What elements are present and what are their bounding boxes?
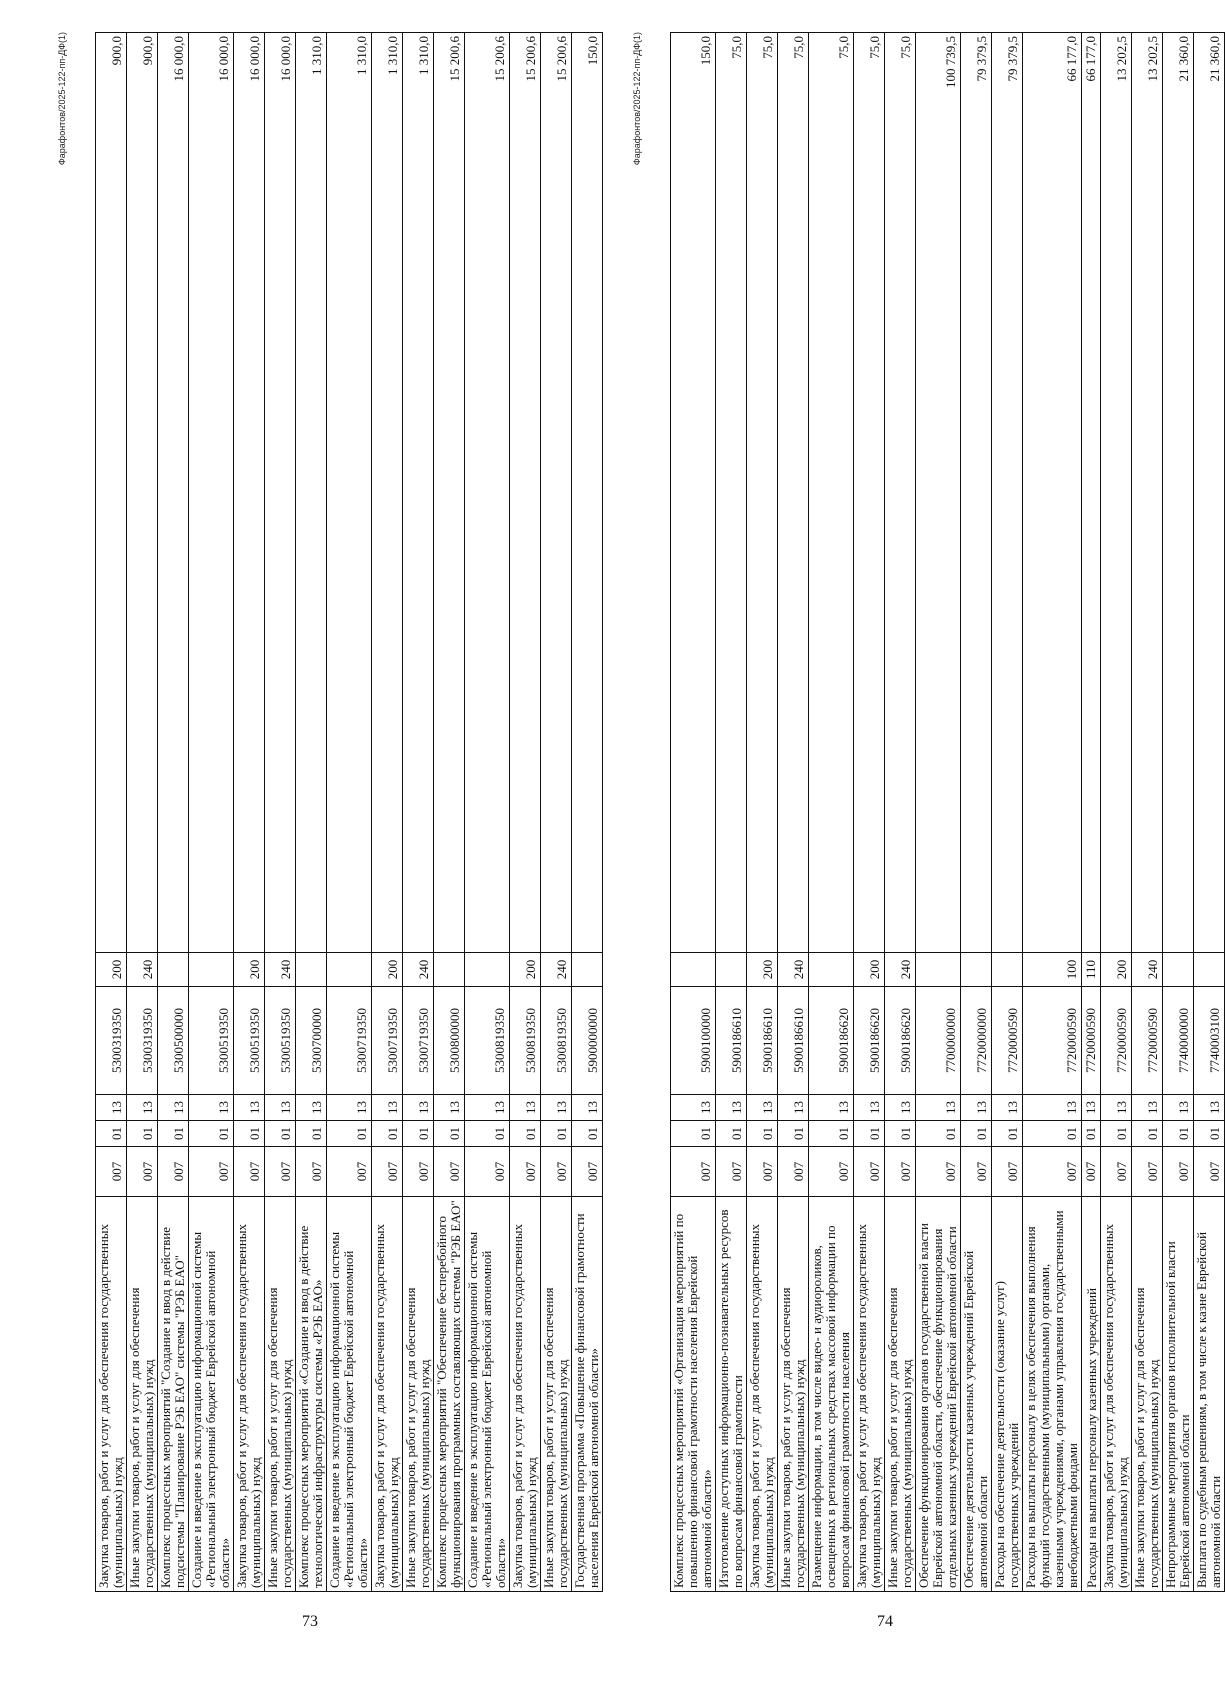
table-row <box>671 33 716 1592</box>
grbs-code: 007 <box>992 1147 1023 1197</box>
amount: 79 379,5 <box>961 33 992 953</box>
section-code: 01 <box>1132 1121 1163 1147</box>
table-row <box>778 33 809 1592</box>
subsection-code: 13 <box>992 1095 1023 1121</box>
section-code: 01 <box>572 1121 603 1147</box>
row-name: Иные закупки товаров, работ и услуг для обеспечения государственных (муниципальных) нужд <box>885 1197 916 1592</box>
row-name: Иные закупки товаров, работ и услуг для обеспечения государственных (муниципальных) нужд <box>127 1197 158 1592</box>
expense-type-code <box>189 953 234 987</box>
section-code: 01 <box>809 1121 854 1147</box>
amount: 1 310,0 <box>372 33 403 953</box>
target-article-code: 7700000000 <box>916 987 961 1095</box>
grbs-code: 007 <box>916 1147 961 1197</box>
grbs-code: 007 <box>1132 1147 1163 1197</box>
section-code: 01 <box>1082 1121 1101 1147</box>
subsection-code: 13 <box>296 1095 327 1121</box>
target-article-code: 7720000590 <box>1101 987 1132 1095</box>
section-code: 01 <box>327 1121 372 1147</box>
subsection-code: 13 <box>1132 1095 1163 1121</box>
grbs-code: 007 <box>1194 1147 1225 1197</box>
expense-type-code <box>671 953 716 987</box>
page-73 <box>57 12 601 1652</box>
table-row <box>372 33 403 1592</box>
grbs-code: 007 <box>96 1147 127 1197</box>
table-row <box>961 33 992 1592</box>
grbs-code: 007 <box>778 1147 809 1197</box>
amount: 16 000,0 <box>158 33 189 953</box>
row-name: Закупка товаров, работ и услуг для обеспечения государственных (муниципальных) нужд <box>1101 1197 1132 1592</box>
section-code: 01 <box>747 1121 778 1147</box>
section-code: 01 <box>296 1121 327 1147</box>
row-name: Закупка товаров, работ и услуг для обеспечения государственных (муниципальных) нужд <box>96 1197 127 1592</box>
subsection-code: 13 <box>809 1095 854 1121</box>
row-name: Изготовление доступных информационно-познавательных ресурсов по вопросам финансовой грамотности <box>716 1197 747 1592</box>
row-name: Иные закупки товаров, работ и услуг для обеспечения государственных (муниципальных) нужд <box>778 1197 809 1592</box>
subsection-code: 13 <box>747 1095 778 1121</box>
table-row <box>572 33 603 1592</box>
target-article-code: 5900186610 <box>747 987 778 1095</box>
expense-type-code: 100 <box>1023 953 1082 987</box>
section-code: 01 <box>961 1121 992 1147</box>
amount: 75,0 <box>854 33 885 953</box>
row-name: Создание и введение в эксплуатацию информационной системы «Региональный электронный бюджет Еврейской автономной области» <box>189 1197 234 1592</box>
subsection-code: 13 <box>1082 1095 1101 1121</box>
grbs-code: 007 <box>1082 1147 1101 1197</box>
subsection-code: 13 <box>1194 1095 1225 1121</box>
row-name: Выплата по судебным решениям, в том числе к казне Еврейской автономной области <box>1194 1197 1225 1592</box>
section-code: 01 <box>265 1121 296 1147</box>
row-name: Государственная программа «Повышение финансовой грамотности населения Еврейской автономной области» <box>572 1197 603 1592</box>
target-article-code: 5900186610 <box>716 987 747 1095</box>
table-row <box>510 33 541 1592</box>
grbs-code: 007 <box>265 1147 296 1197</box>
section-code: 01 <box>885 1121 916 1147</box>
target-article-code: 5300700000 <box>296 987 327 1095</box>
row-name: Комплекс процессных мероприятий "Создание и ввод в действие подсистемы "Планирование РЭБ ЕАО" системы "РЭБ ЕАО" <box>158 1197 189 1592</box>
target-article-code: 5300500000 <box>158 987 189 1095</box>
row-name: Иные закупки товаров, работ и услуг для обеспечения государственных (муниципальных) нужд <box>265 1197 296 1592</box>
amount: 150,0 <box>671 33 716 953</box>
grbs-code: 007 <box>510 1147 541 1197</box>
expense-type-code: 240 <box>1132 953 1163 987</box>
expense-type-code <box>961 953 992 987</box>
expense-type-code <box>1194 953 1225 987</box>
table-row <box>716 33 747 1592</box>
subsection-code: 13 <box>510 1095 541 1121</box>
subsection-code: 13 <box>961 1095 992 1121</box>
expense-type-code: 240 <box>885 953 916 987</box>
table-row <box>541 33 572 1592</box>
amount: 16 000,0 <box>234 33 265 953</box>
section-code: 01 <box>372 1121 403 1147</box>
row-name: Закупка товаров, работ и услуг для обеспечения государственных (муниципальных) нужд <box>234 1197 265 1592</box>
grbs-code: 007 <box>961 1147 992 1197</box>
target-article-code: 7740000000 <box>1163 987 1194 1095</box>
amount: 15 200,6 <box>510 33 541 953</box>
target-article-code: 7720000590 <box>1023 987 1082 1095</box>
table-row <box>747 33 778 1592</box>
row-name: Обеспечение функционирования органов государственной власти Еврейской автономной области, обеспечение функционирования отдельных казенных учреждений Еврейской автономной области <box>916 1197 961 1592</box>
table-row <box>434 33 465 1592</box>
target-article-code: 7720000590 <box>1132 987 1163 1095</box>
table-row <box>158 33 189 1592</box>
target-article-code: 7720000000 <box>961 987 992 1095</box>
table-row <box>1132 33 1163 1592</box>
target-article-code: 5300800000 <box>434 987 465 1095</box>
subsection-code: 13 <box>158 1095 189 1121</box>
table-row <box>327 33 372 1592</box>
amount: 15 200,6 <box>465 33 510 953</box>
row-name: Комплекс процессных мероприятий «Создание и ввод в действие технологической инфраструктуры системы «РЭБ ЕАО» <box>296 1197 327 1592</box>
amount: 75,0 <box>778 33 809 953</box>
grbs-code: 007 <box>189 1147 234 1197</box>
grbs-code: 007 <box>885 1147 916 1197</box>
amount: 13 202,5 <box>1101 33 1132 953</box>
target-article-code: 5900186620 <box>809 987 854 1095</box>
expense-type-code <box>916 953 961 987</box>
grbs-code: 007 <box>1101 1147 1132 1197</box>
amount: 16 000,0 <box>265 33 296 953</box>
section-code: 01 <box>234 1121 265 1147</box>
amount: 79 379,5 <box>992 33 1023 953</box>
amount: 75,0 <box>809 33 854 953</box>
page-footer: Фарафонтов/2025-122-пп-ДФ(1) <box>57 32 67 166</box>
target-article-code: 5900186620 <box>885 987 916 1095</box>
target-article-code: 5300819350 <box>541 987 572 1095</box>
expense-type-code <box>327 953 372 987</box>
expense-type-code: 200 <box>747 953 778 987</box>
section-code: 01 <box>189 1121 234 1147</box>
amount: 900,0 <box>96 33 127 953</box>
table-row <box>885 33 916 1592</box>
section-code: 01 <box>1023 1121 1082 1147</box>
row-name: Непрограммные мероприятия органов исполнительной власти Еврейской автономной области <box>1163 1197 1194 1592</box>
subsection-code: 13 <box>372 1095 403 1121</box>
row-name: Создание и введение в эксплуатацию информационной системы «Региональный электронный бюджет Еврейской автономной области» <box>327 1197 372 1592</box>
grbs-code: 007 <box>403 1147 434 1197</box>
expense-type-code: 240 <box>778 953 809 987</box>
row-name: Комплекс процессных мероприятий "Обеспечение бесперебойного функционирования программных составляющих системы "РЭБ ЕАО" <box>434 1197 465 1592</box>
section-code: 01 <box>465 1121 510 1147</box>
section-code: 01 <box>916 1121 961 1147</box>
table-row <box>1194 33 1225 1592</box>
section-code: 01 <box>541 1121 572 1147</box>
subsection-code: 13 <box>885 1095 916 1121</box>
target-article-code: 5300519350 <box>234 987 265 1095</box>
subsection-code: 13 <box>854 1095 885 1121</box>
row-name: Расходы на выплаты персоналу в целях обеспечения выполнения функций государственными (муниципальными) органами, казенными учреждениями, органами управления государственными внебюджетными фондами <box>1023 1197 1082 1592</box>
expense-type-code <box>1163 953 1194 987</box>
section-code: 01 <box>1163 1121 1194 1147</box>
amount: 66 177,0 <box>1023 33 1082 953</box>
row-name: Иные закупки товаров, работ и услуг для обеспечения государственных (муниципальных) нужд <box>403 1197 434 1592</box>
expense-type-code: 240 <box>403 953 434 987</box>
amount: 75,0 <box>885 33 916 953</box>
target-article-code: 5300719350 <box>327 987 372 1095</box>
expense-type-code <box>158 953 189 987</box>
section-code: 01 <box>778 1121 809 1147</box>
table-row <box>403 33 434 1592</box>
subsection-code: 13 <box>671 1095 716 1121</box>
expense-type-code: 200 <box>510 953 541 987</box>
amount: 16 000,0 <box>189 33 234 953</box>
section-code: 01 <box>854 1121 885 1147</box>
subsection-code: 13 <box>1163 1095 1194 1121</box>
expense-type-code: 200 <box>96 953 127 987</box>
table-row <box>1082 33 1101 1592</box>
amount: 15 200,6 <box>541 33 572 953</box>
target-article-code: 5900100000 <box>671 987 716 1095</box>
section-code: 01 <box>716 1121 747 1147</box>
amount: 21 360,0 <box>1163 33 1194 953</box>
amount: 75,0 <box>716 33 747 953</box>
amount: 1 310,0 <box>403 33 434 953</box>
grbs-code: 007 <box>854 1147 885 1197</box>
subsection-code: 13 <box>327 1095 372 1121</box>
row-name: Закупка товаров, работ и услуг для обеспечения государственных (муниципальных) нужд <box>372 1197 403 1592</box>
target-article-code: 5300819350 <box>465 987 510 1095</box>
table-row <box>189 33 234 1592</box>
subsection-code: 13 <box>127 1095 158 1121</box>
target-article-code: 5300719350 <box>372 987 403 1095</box>
section-code: 01 <box>1101 1121 1132 1147</box>
table-row <box>96 33 127 1592</box>
section-code: 01 <box>403 1121 434 1147</box>
expense-type-code: 200 <box>854 953 885 987</box>
grbs-code: 007 <box>372 1147 403 1197</box>
expense-type-code: 200 <box>234 953 265 987</box>
amount: 100 739,5 <box>916 33 961 953</box>
target-article-code: 5300719350 <box>403 987 434 1095</box>
section-code: 01 <box>434 1121 465 1147</box>
table-row <box>465 33 510 1592</box>
target-article-code: 5900186620 <box>854 987 885 1095</box>
subsection-code: 13 <box>716 1095 747 1121</box>
section-code: 01 <box>127 1121 158 1147</box>
row-name: Иные закупки товаров, работ и услуг для обеспечения государственных (муниципальных) нужд <box>1132 1197 1163 1592</box>
target-article-code: 5900000000 <box>572 987 603 1095</box>
table-row <box>1101 33 1132 1592</box>
grbs-code: 007 <box>434 1147 465 1197</box>
grbs-code: 007 <box>127 1147 158 1197</box>
amount: 1 310,0 <box>296 33 327 953</box>
row-name: Закупка товаров, работ и услуг для обеспечения государственных (муниципальных) нужд <box>854 1197 885 1592</box>
budget-table <box>670 32 1225 1592</box>
table-row <box>127 33 158 1592</box>
target-article-code: 5300519350 <box>265 987 296 1095</box>
table-row <box>992 33 1023 1592</box>
subsection-code: 13 <box>778 1095 809 1121</box>
table-row <box>1163 33 1194 1592</box>
subsection-code: 13 <box>916 1095 961 1121</box>
section-code: 01 <box>1194 1121 1225 1147</box>
grbs-code: 007 <box>671 1147 716 1197</box>
grbs-code: 007 <box>1023 1147 1082 1197</box>
page-footer: Фарафонтов/2025-122-пп-ДФ(1) <box>632 32 642 166</box>
expense-type-code <box>992 953 1023 987</box>
expense-type-code <box>716 953 747 987</box>
target-article-code: 5900186610 <box>778 987 809 1095</box>
table-row <box>265 33 296 1592</box>
target-article-code: 5300319350 <box>127 987 158 1095</box>
subsection-code: 13 <box>234 1095 265 1121</box>
section-code: 01 <box>992 1121 1023 1147</box>
expense-type-code <box>465 953 510 987</box>
row-name: Создание и введение в эксплуатацию информационной системы «Региональный электронный бюджет Еврейской автономной области» <box>465 1197 510 1592</box>
table-row <box>296 33 327 1592</box>
row-name: Расходы на обеспечение деятельности (оказание услуг) государственных учреждений <box>992 1197 1023 1592</box>
amount: 15 200,6 <box>434 33 465 953</box>
section-code: 01 <box>158 1121 189 1147</box>
row-name: Обеспечение деятельности казенных учреждений Еврейской автономной области <box>961 1197 992 1592</box>
table-row <box>809 33 854 1592</box>
amount: 21 360,0 <box>1194 33 1225 953</box>
row-name: Расходы на выплаты персоналу казенных учреждений <box>1082 1197 1101 1592</box>
expense-type-code <box>809 953 854 987</box>
target-article-code: 7740003100 <box>1194 987 1225 1095</box>
target-article-code: 5300519350 <box>189 987 234 1095</box>
page-74 <box>632 12 1223 1652</box>
row-name: Закупка товаров, работ и услуг для обеспечения государственных (муниципальных) нужд <box>747 1197 778 1592</box>
amount: 150,0 <box>572 33 603 953</box>
target-article-code: 5300819350 <box>510 987 541 1095</box>
row-name: Закупка товаров, работ и услуг для обеспечения государственных (муниципальных) нужд <box>510 1197 541 1592</box>
table-row <box>234 33 265 1592</box>
section-code: 01 <box>671 1121 716 1147</box>
subsection-code: 13 <box>265 1095 296 1121</box>
table-row <box>1023 33 1082 1592</box>
subsection-code: 13 <box>96 1095 127 1121</box>
grbs-code: 007 <box>234 1147 265 1197</box>
grbs-code: 007 <box>747 1147 778 1197</box>
grbs-code: 007 <box>572 1147 603 1197</box>
expense-type-code: 240 <box>265 953 296 987</box>
amount: 1 310,0 <box>327 33 372 953</box>
grbs-code: 007 <box>1163 1147 1194 1197</box>
target-article-code: 7720000590 <box>1082 987 1101 1095</box>
subsection-code: 13 <box>1101 1095 1132 1121</box>
grbs-code: 007 <box>327 1147 372 1197</box>
grbs-code: 007 <box>541 1147 572 1197</box>
expense-type-code: 110 <box>1082 953 1101 987</box>
subsection-code: 13 <box>403 1095 434 1121</box>
amount: 13 202,5 <box>1132 33 1163 953</box>
expense-type-code: 240 <box>541 953 572 987</box>
grbs-code: 007 <box>158 1147 189 1197</box>
subsection-code: 13 <box>541 1095 572 1121</box>
table-row <box>854 33 885 1592</box>
expense-type-code: 200 <box>372 953 403 987</box>
budget-table <box>95 32 603 1592</box>
expense-type-code <box>572 953 603 987</box>
expense-type-code <box>296 953 327 987</box>
subsection-code: 13 <box>1023 1095 1082 1121</box>
grbs-code: 007 <box>296 1147 327 1197</box>
expense-type-code: 240 <box>127 953 158 987</box>
table-row <box>916 33 961 1592</box>
subsection-code: 13 <box>434 1095 465 1121</box>
amount: 66 177,0 <box>1082 33 1101 953</box>
subsection-code: 13 <box>189 1095 234 1121</box>
grbs-code: 007 <box>809 1147 854 1197</box>
grbs-code: 007 <box>716 1147 747 1197</box>
row-name: Комплекс процессных мероприятий «Организация мероприятий по повышению финансовой грамотности населения Еврейской автономной области» <box>671 1197 716 1592</box>
section-code: 01 <box>510 1121 541 1147</box>
subsection-code: 13 <box>465 1095 510 1121</box>
section-code: 01 <box>96 1121 127 1147</box>
page-number: 74 <box>877 1613 893 1630</box>
row-name: Размещение информации, в том числе видео- и аудиороликов, освещенных в региональных средствах массовой информации по вопросам финансовой грамотности населения <box>809 1197 854 1592</box>
page-number: 73 <box>302 1613 318 1630</box>
target-article-code: 7720000590 <box>992 987 1023 1095</box>
amount: 75,0 <box>747 33 778 953</box>
grbs-code: 007 <box>465 1147 510 1197</box>
target-article-code: 5300319350 <box>96 987 127 1095</box>
amount: 900,0 <box>127 33 158 953</box>
subsection-code: 13 <box>572 1095 603 1121</box>
expense-type-code <box>434 953 465 987</box>
row-name: Иные закупки товаров, работ и услуг для обеспечения государственных (муниципальных) нужд <box>541 1197 572 1592</box>
expense-type-code: 200 <box>1101 953 1132 987</box>
